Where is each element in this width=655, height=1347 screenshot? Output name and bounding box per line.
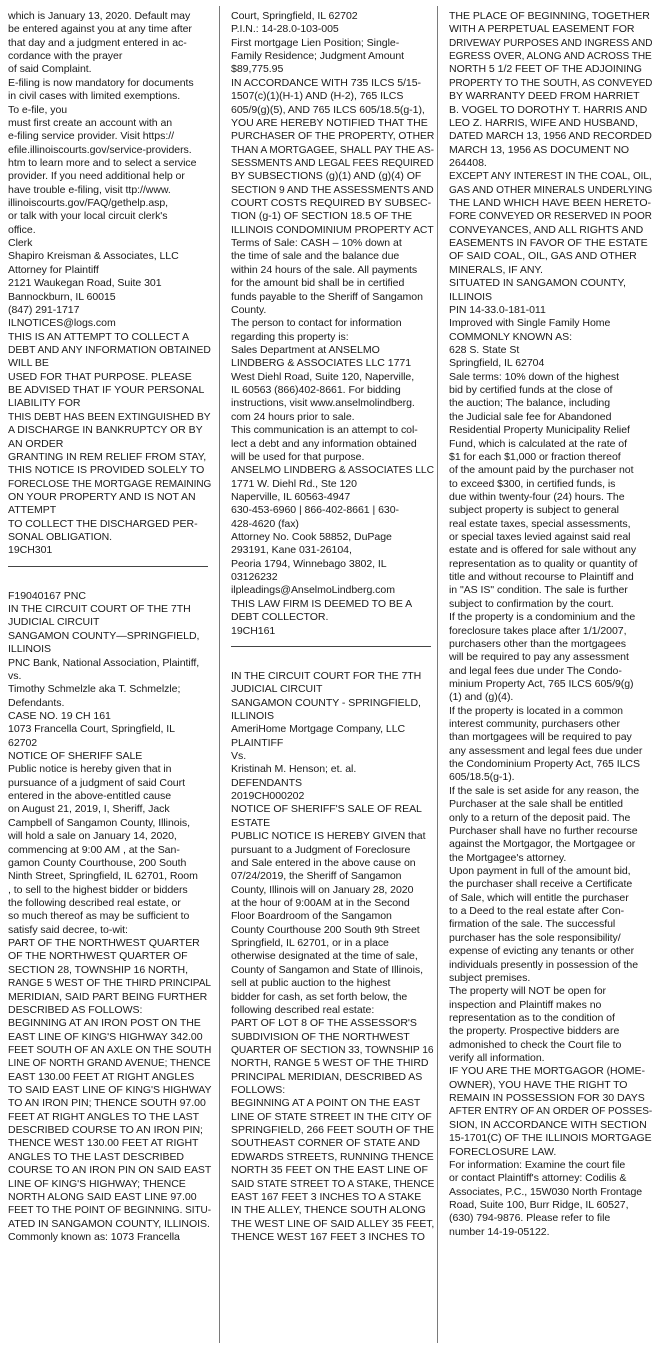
- notice-text-line: EAST LINE OF KING'S HIGHWAY 342.00: [8, 1030, 203, 1043]
- notice-text-line: 03126232: [231, 571, 278, 584]
- blank-line: [8, 577, 208, 590]
- notice-text-line: GRANTING IN REM RELIEF FROM STAY,: [8, 450, 207, 463]
- notice-text-line: JUDICIAL CIRCUIT: [8, 616, 100, 629]
- notice-text-line: ATTEMPT: [8, 504, 57, 517]
- notice-text-line: sell at public auction to the highest: [231, 977, 391, 990]
- notice-text-line: illinoiscourts.gov/FAQ/gethelp.asp,: [8, 197, 169, 210]
- notice-text-line: 19CH301: [8, 544, 53, 557]
- notice-text-line: Sales Department at ANSELMO: [231, 343, 380, 356]
- notice-text-line: on August 21, 2019, I, Sheriff, Jack: [8, 803, 170, 816]
- notice-text-line: This communication is an attempt to col-: [231, 424, 418, 437]
- notice-text-line: LEO Z. HARRIS, WIFE AND HUSBAND,: [449, 116, 638, 129]
- notice-text-line: Upon payment in full of the amount bid,: [449, 865, 631, 877]
- notice-text-line: will hold a sale on January 14, 2020,: [8, 830, 177, 843]
- notice-text-line: Shapiro Kreisman & Associates, LLC: [8, 250, 179, 263]
- notice-text-line: FORECLOSE THE MORTGAGE REMAINING: [8, 477, 212, 490]
- legal-notice-block: [8, 577, 212, 1245]
- notice-text-line: Peoria 1794, Winnebago 3802, IL: [231, 557, 387, 570]
- notice-text-line: THIS IS AN ATTEMPT TO COLLECT A: [8, 330, 189, 343]
- notice-text-line: Purchaser shall have no further recourse: [449, 824, 638, 837]
- notice-text-line: or talk with your local circuit clerk's: [8, 210, 168, 223]
- notice-text-line: Attorney No. Cook 58852, DuPage: [231, 531, 392, 544]
- notice-text-line: RANGE 5 WEST OF THE THIRD PRINCIPAL: [8, 977, 211, 990]
- notice-text-line: ILNOTICES@logs.com: [8, 317, 116, 330]
- notice-text-line: 2121 Waukegan Road, Suite 301: [8, 277, 162, 290]
- notice-text-line: THE LAND WHICH HAVE BEEN HERETO-: [449, 197, 651, 210]
- notice-text-line: minium Property Act, 765 ILCS 605/9(g): [449, 677, 634, 690]
- notice-text-line: of the amount paid by the purchaser not: [449, 464, 634, 477]
- notice-text-line: in "AS IS" condition. The sale is further: [449, 584, 628, 597]
- notice-text-line: DEBT AND ANY INFORMATION OBTAINED: [8, 343, 211, 356]
- notice-text-line: FORECLOSURE LAW.: [449, 1145, 557, 1158]
- notice-text-line: 62702: [8, 736, 38, 749]
- notice-text-line: Residential Property Municipality Relief: [449, 424, 630, 437]
- notice-text-line: entered in the above-entitled cause: [8, 790, 172, 803]
- notice-text-line: To e-file, you: [8, 103, 68, 116]
- notice-text-line: ANSELMO LINDBERG & ASSOCIATES LLC: [231, 464, 435, 477]
- notice-text-line: Floor Boardroom of the Sangamon: [231, 910, 392, 923]
- notice-text-line: The person to contact for information: [231, 317, 402, 330]
- notice-text-line: DATED MARCH 13, 1956 AND RECORDED: [449, 130, 652, 143]
- notice-text-line: Associates, P.C., 15W030 North Frontage: [449, 1185, 643, 1198]
- notice-text-line: number 14-19-05122.: [449, 1225, 550, 1238]
- notice-text-line: Clerk: [8, 237, 33, 250]
- notice-text-line: Terms of Sale: CASH – 10% down at: [231, 237, 402, 250]
- notice-text-line: F19040167 PNC: [8, 589, 86, 602]
- notice-text-line: BEGINNING AT AN IRON POST ON THE: [8, 1017, 201, 1030]
- notice-text-line: THENCE WEST 130.00 FEET AT RIGHT: [8, 1137, 199, 1150]
- notice-text-line: Naperville, IL 60563-4947: [231, 490, 351, 503]
- notice-text-line: LINE OF STATE STREET IN THE CITY OF: [231, 1110, 432, 1123]
- notice-text-line: 428-4620 (fax): [231, 517, 299, 530]
- notice-separator-rule: [8, 566, 208, 567]
- notice-text-line: BY WARRANTY DEED FROM HARRIET: [449, 90, 640, 103]
- notice-text-line: 15-1701(C) OF THE ILLINOIS MORTGAGE: [449, 1132, 652, 1145]
- notice-text-line: NORTH ALONG SAID EAST LINE 97.00: [8, 1190, 197, 1203]
- notice-text-line: purchasers other than the mortgagees: [449, 637, 627, 650]
- notice-text-line: PROPERTY TO THE SOUTH, AS CONVEYED: [449, 76, 653, 89]
- notice-text-line: E-filing is now mandatory for documents: [8, 76, 194, 89]
- notice-text-line: ON YOUR PROPERTY AND IS NOT AN: [8, 490, 196, 503]
- notice-text-line: or special taxes levied against said real: [449, 531, 631, 544]
- notice-text-line: COURSE TO AN IRON PIN ON SAID EAST: [8, 1164, 212, 1177]
- notice-text-line: which is January 13, 2020. Default may: [8, 10, 191, 22]
- notice-text-line: purchaser has the sole responsibility/: [449, 931, 621, 944]
- notice-text-line: First mortgage Lien Position; Single-: [231, 36, 400, 49]
- notice-text-line: QUARTER OF SECTION 33, TOWNSHIP 16: [231, 1043, 434, 1056]
- notice-text-line: 19CH161: [231, 624, 276, 637]
- notice-text-line: PLAINTIFF: [231, 736, 284, 749]
- column-divider-2: [437, 6, 438, 1343]
- notice-text-line: ANGLES TO THE LAST DESCRIBED: [8, 1150, 185, 1163]
- notice-text-line: WILL BE: [8, 357, 49, 370]
- notice-text-line: SANGAMON COUNTY—SPRINGFIELD,: [8, 629, 200, 642]
- notice-text-line: bidder for cash, as set forth below, the: [231, 990, 408, 1003]
- notice-text-line: MARCH 13, 1956 AS DOCUMENT NO: [449, 143, 630, 156]
- notice-text-line: TION (g-1) OF SECTION 18.5 OF THE: [231, 210, 412, 223]
- notice-text-line: THE PLACE OF BEGINNING, TOGETHER: [449, 10, 650, 22]
- column-2: [231, 10, 435, 1244]
- notice-text-line: the time of sale and the balance due: [231, 250, 400, 263]
- notice-text-line: or contact Plaintiff's attorney: Codilis &: [449, 1172, 627, 1185]
- notice-text-line: THIS NOTICE IS PROVIDED SOLELY TO: [8, 464, 205, 477]
- notice-text-line: REMAIN IN POSSESSION FOR 30 DAYS: [449, 1092, 645, 1105]
- notice-text-line: SECTION 28, TOWNSHIP 16 NORTH,: [8, 963, 188, 976]
- notice-text-line: Road, Suite 100, Burr Ridge, IL 60527,: [449, 1198, 629, 1211]
- notice-text-line: subject premises.: [449, 971, 531, 984]
- notice-text-line: THE WEST LINE OF SAID ALLEY 35 FEET,: [231, 1217, 435, 1230]
- notice-text-line: $1 for each $1,000 or fraction thereof: [449, 450, 621, 463]
- notice-text-line: ATED IN SANGAMON COUNTY, ILLINOIS.: [8, 1217, 210, 1230]
- notice-text-line: at the hour of 9:00AM at in the Second: [231, 897, 410, 909]
- notice-text-line: the purchaser shall receive a Certificate: [449, 878, 633, 891]
- notice-text-line: SESSMENTS AND LEGAL FEES REQUIRED: [231, 156, 434, 169]
- notice-text-line: estate and is offered for sale without any: [449, 544, 637, 557]
- notice-text-line: representation as to the condition of: [449, 1011, 615, 1024]
- notice-text-line: com 24 hours prior to sale.: [231, 410, 355, 423]
- notice-text-line: SONAL OBLIGATION.: [8, 531, 113, 544]
- notice-text-line: SANGAMON COUNTY - SPRINGFIELD,: [231, 696, 421, 709]
- column-3: [449, 10, 653, 1239]
- notice-text-line: FEET TO THE POINT OF BEGINNING. SITU-: [8, 1204, 212, 1217]
- notice-text-line: cordance with the prayer: [8, 50, 123, 63]
- notice-text-line: 605/9(g)(5), AND 765 ILCS 605/18.5(g-1),: [231, 103, 425, 116]
- notice-text-line: of Sale, which will entitle the purchaser: [449, 891, 629, 904]
- notice-text-line: LINE OF NORTH GRAND AVENUE; THENCE: [8, 1057, 211, 1070]
- notice-text-line: Vs.: [231, 750, 247, 763]
- notice-text-line: 1507(c)(1)(H-1) AND (H-2), 765 ILCS: [231, 90, 404, 103]
- notice-text-line: BEGINNING AT A POINT ON THE EAST: [231, 1097, 421, 1110]
- notice-text-line: ESTATE: [231, 816, 271, 829]
- notice-text-line: OF THE NORTHWEST QUARTER OF: [8, 950, 188, 963]
- notice-text-line: USED FOR THAT PURPOSE. PLEASE: [8, 370, 192, 383]
- notice-text-line: within 24 hours of the sale. All payments: [231, 263, 418, 276]
- notice-text-line: NOTICE OF SHERIFF'S SALE OF REAL: [231, 803, 422, 816]
- legal-notice-block: [8, 10, 212, 558]
- notice-text-line: Kristinah M. Henson; et. al.: [231, 763, 357, 776]
- notice-text-line: P.I.N.: 14-28.0-103-005: [231, 23, 339, 36]
- column-1: [8, 10, 212, 1244]
- column-divider-1: [219, 6, 220, 1343]
- notice-text-line: LINE OF KING'S HIGHWAY; THENCE: [8, 1177, 186, 1190]
- notice-text-line: for the amount bid shall be in certified: [231, 277, 405, 290]
- notice-text-line: CASE NO. 19 CH 161: [8, 709, 111, 722]
- notice-text-line: WITH A PERPETUAL EASEMENT FOR: [449, 23, 635, 36]
- notice-text-line: 1073 Francella Court, Springfield, IL: [8, 723, 175, 736]
- notice-text-line: IL 60563 (866)402-8661. For bidding: [231, 384, 401, 397]
- notice-text-line: subject to confirmation by the court.: [449, 597, 614, 610]
- notice-text-line: and legal fees due under The Condo-: [449, 664, 622, 677]
- notice-text-line: firmation of the sale. The successful: [449, 918, 616, 931]
- notice-text-line: The property will NOT be open for: [449, 985, 607, 998]
- notice-text-line: EXCEPT ANY INTEREST IN THE COAL, OIL,: [449, 170, 652, 183]
- notice-text-line: AmeriHome Mortgage Company, LLC: [231, 723, 406, 736]
- legal-notice-block: [231, 10, 435, 638]
- notice-text-line: 293191, Kane 031-26104,: [231, 544, 352, 557]
- notice-text-line: commencing at 9:00 AM , at the San-: [8, 843, 180, 856]
- notice-text-line: A DISCHARGE IN BANKRUPTCY OR BY: [8, 424, 203, 437]
- notice-text-line: Timothy Schmelzle aka T. Schmelzle;: [8, 683, 181, 696]
- notice-text-line: that day and a judgment entered in ac-: [8, 36, 187, 49]
- notice-text-line: DESCRIBED AS FOLLOWS:: [8, 1003, 143, 1016]
- notice-text-line: pursuance of a judgment of said Court: [8, 776, 185, 789]
- notice-text-line: BE ADVISED THAT IF YOUR PERSONAL: [8, 384, 205, 397]
- notice-text-line: 07/24/2019, the Sheriff of Sangamon: [231, 870, 402, 883]
- notice-text-line: THAN A MORTGAGEE, SHALL PAY THE AS-: [231, 143, 434, 156]
- notice-text-line: SITUATED IN SANGAMON COUNTY,: [449, 277, 626, 290]
- notice-text-line: title and without recourse to Plaintiff and: [449, 571, 634, 584]
- blank-line: [231, 657, 431, 670]
- legal-notice-block: [449, 10, 653, 1239]
- notice-text-line: LIABILITY FOR: [8, 397, 81, 410]
- notice-text-line: (1) and (g)(4).: [449, 691, 514, 704]
- notice-text-line: , to sell to the highest bidder or bidders: [8, 883, 188, 896]
- notice-text-line: GAS AND OTHER MINERALS UNDERLYING: [449, 183, 653, 196]
- notice-text-line: e-filing service provider. Visit https://: [8, 130, 174, 143]
- notice-text-line: OF SAID COAL, OIL, GAS AND OTHER: [449, 250, 637, 263]
- notice-text-line: provider. If you need additional help or: [8, 170, 185, 183]
- notice-text-line: IF YOU ARE THE MORTGAGOR (HOME-: [449, 1065, 645, 1078]
- notice-text-line: THIS DEBT HAS BEEN EXTINGUISHED BY: [8, 410, 211, 423]
- notice-text-line: AFTER ENTRY OF AN ORDER OF POSSES-: [449, 1105, 653, 1118]
- notice-text-line: subject property is subject to general: [449, 504, 619, 517]
- notice-text-line: Public notice is hereby given that in: [8, 763, 172, 776]
- notice-text-line: 264408.: [449, 156, 487, 169]
- notice-text-line: ILLINOIS: [231, 709, 274, 722]
- notice-text-line: Improved with Single Family Home: [449, 317, 611, 330]
- notice-text-line: FEET AT RIGHT ANGLES TO THE LAST: [8, 1110, 200, 1123]
- notice-text-line: SION, IN ACCORDANCE WITH SECTION: [449, 1118, 647, 1131]
- notice-text-line: individuals presently in possession of the: [449, 958, 639, 971]
- notice-text-line: the Judicial sale fee for Abandoned: [449, 410, 612, 423]
- notice-text-line: PRINCIPAL MERIDIAN, DESCRIBED AS: [231, 1070, 423, 1083]
- notice-text-line: the Mortgagee's attorney.: [449, 851, 567, 864]
- notice-text-line: foreclosure takes place after 1/1/2007,: [449, 624, 627, 637]
- notice-text-line: County.: [231, 303, 267, 316]
- notice-text-line: SOUTHEAST CORNER OF STATE AND: [231, 1137, 421, 1150]
- notice-text-line: (630) 794-9876. Please refer to file: [449, 1212, 611, 1225]
- notice-text-line: DEBT COLLECTOR.: [231, 611, 329, 624]
- notice-text-line: For information: Examine the court file: [449, 1158, 626, 1171]
- notice-text-line: FEET SOUTH OF AN AXLE ON THE SOUTH: [8, 1043, 212, 1056]
- notice-text-line: Campbell of Sangamon County, Illinois,: [8, 816, 190, 829]
- notice-text-line: following described real estate:: [231, 1003, 375, 1016]
- notice-text-line: have trouble e-filing, visit ttp://www.: [8, 183, 171, 196]
- notice-text-line: YOU ARE HEREBY NOTIFIED THAT THE: [231, 116, 428, 129]
- notice-text-line: SECTION 9 AND THE ASSESSMENTS AND: [231, 183, 434, 196]
- notice-text-line: will be used for that purpose.: [231, 450, 365, 463]
- notice-text-line: pursuant to a Judgment of Foreclosure: [231, 843, 411, 856]
- notice-text-line: to a Deed to the real estate after Con-: [449, 905, 625, 918]
- notice-text-line: DESCRIBED COURSE TO AN IRON PIN;: [8, 1124, 203, 1137]
- notice-text-line: in civil cases with limited exemptions.: [8, 90, 181, 103]
- notice-text-line: County of Sangamon and State of Illinois,: [231, 963, 424, 976]
- notice-text-line: COURT COSTS REQUIRED BY SUBSEC-: [231, 197, 432, 210]
- notice-text-line: If the property is located in a common: [449, 704, 623, 717]
- notice-text-line: Court, Springfield, IL 62702: [231, 10, 358, 22]
- legal-notice-block: [231, 657, 435, 1244]
- notice-text-line: Defendants.: [8, 696, 65, 709]
- notice-text-line: EAST 167 FEET 3 INCHES TO A STAKE: [231, 1190, 422, 1203]
- notice-text-line: THENCE WEST 167 FEET 3 INCHES TO: [231, 1230, 425, 1243]
- notice-text-line: ilpleadings@AnselmoLindberg.com: [231, 584, 395, 597]
- notice-text-line: BY SUBSECTIONS (g)(1) AND (g)(4) OF: [231, 170, 422, 183]
- notice-text-line: Family Residence; Judgment Amount: [231, 50, 405, 63]
- notice-text-line: IN THE CIRCUIT COURT FOR THE 7TH: [231, 669, 422, 682]
- notice-text-line: interest community, purchasers other: [449, 718, 620, 731]
- notice-text-line: verify all information.: [449, 1052, 545, 1065]
- notice-text-line: htm to learn more and to select a service: [8, 156, 197, 169]
- notice-text-line: SPRINGFIELD, 266 FEET SOUTH OF THE: [231, 1124, 435, 1137]
- notice-text-line: PUBLIC NOTICE IS HEREBY GIVEN that: [231, 830, 426, 843]
- notice-text-line: EGRESS OVER, ALONG AND ACROSS THE: [449, 50, 652, 63]
- notice-text-line: to exceed $300, in certified funds, is: [449, 477, 616, 490]
- notice-text-line: Attorney for Plaintiff: [8, 263, 99, 276]
- notice-text-line: If the property is a condominium and the: [449, 611, 636, 624]
- notice-text-line: of said Complaint.: [8, 63, 92, 76]
- notice-text-line: inspection and Plaintiff makes no: [449, 998, 602, 1011]
- notice-text-line: expense of evicting any tenants or other: [449, 945, 635, 958]
- notice-text-line: PNC Bank, National Association, Plaintiff,: [8, 656, 200, 669]
- notice-text-line: PART OF THE NORTHWEST QUARTER: [8, 937, 200, 950]
- notice-text-line: representation as to quality or quantity of: [449, 557, 638, 570]
- notice-text-line: 630-453-6960 | 866-402-8661 | 630-: [231, 504, 399, 517]
- notice-text-line: be entered against you at any time after: [8, 23, 192, 36]
- notice-text-line: so much thereof as may be sufficient to: [8, 910, 190, 923]
- notice-text-line: Commonly known as: 1073 Francella: [8, 1230, 180, 1243]
- notice-text-line: the auction; The balance, including: [449, 397, 611, 410]
- notice-text-line: admonished to check the Court file to: [449, 1038, 622, 1051]
- notice-text-line: THIS LAW FIRM IS DEEMED TO BE A: [231, 597, 413, 610]
- notice-text-line: Bannockburn, IL 60015: [8, 290, 116, 303]
- notice-separator-rule: [231, 646, 431, 647]
- notice-text-line: instructions, visit www.anselmolindberg.: [231, 397, 415, 410]
- notice-text-line: NORTH 5 1/2 FEET OF THE ADJOINING: [449, 63, 642, 76]
- notice-text-line: FORE CONVEYED OR RESERVED IN POOR: [449, 210, 652, 223]
- notice-text-line: B. VOGEL TO DOROTHY T. HARRIS AND: [449, 103, 648, 116]
- notice-text-line: AN ORDER: [8, 437, 64, 450]
- notice-text-line: 605/18.5(g-1).: [449, 771, 515, 784]
- notice-text-line: the following described real estate, or: [8, 897, 181, 909]
- notice-text-line: MERIDIAN, SAID PART BEING FURTHER: [8, 990, 208, 1003]
- notice-text-line: County, Illinois will on January 28, 2020: [231, 883, 414, 896]
- notice-text-line: satisfy said decree, to-wit:: [8, 923, 128, 936]
- notice-text-line: If the sale is set aside for any reason, the: [449, 784, 640, 797]
- notice-text-line: SUBDIVISION OF THE NORTHWEST: [231, 1030, 410, 1043]
- notice-text-line: COMMONLY KNOWN AS:: [449, 330, 572, 343]
- notice-text-line: OWNER), YOU HAVE THE RIGHT TO: [449, 1078, 628, 1091]
- notice-text-line: the Condominium Property Act, 765 ILCS: [449, 758, 640, 771]
- notice-text-line: any assessment and legal fees due under: [449, 744, 643, 757]
- notice-text-line: EASEMENTS IN FAVOR OF THE ESTATE: [449, 237, 648, 250]
- notice-text-line: CONVEYANCES, AND ALL RIGHTS AND: [449, 223, 644, 236]
- notice-text-line: (847) 291-1717: [8, 303, 80, 316]
- notice-text-line: DEFENDANTS: [231, 776, 302, 789]
- notice-text-line: DRIVEWAY PURPOSES AND INGRESS AND: [449, 36, 653, 49]
- notice-text-line: must first create an account with an: [8, 116, 173, 129]
- notice-text-line: MINERALS, IF ANY.: [449, 263, 543, 276]
- notice-text-line: due within twenty-four (24) hours. The: [449, 490, 625, 503]
- notice-text-line: NOTICE OF SHERIFF SALE: [8, 750, 143, 763]
- notice-text-line: 2019CH000202: [231, 790, 305, 803]
- notice-text-line: NORTH, RANGE 5 WEST OF THE THIRD: [231, 1057, 429, 1070]
- notice-text-line: funds payable to the Sheriff of Sangamon: [231, 290, 423, 303]
- notice-text-line: otherwise designated at the time of sale,: [231, 950, 418, 963]
- notice-text-line: IN THE ALLEY, THENCE SOUTH ALONG: [231, 1204, 426, 1217]
- notice-text-line: will be required to pay any assessment: [449, 651, 629, 664]
- notice-text-line: ILLINOIS: [8, 643, 51, 656]
- notice-text-line: County Courthouse 200 South 9th Street: [231, 923, 420, 936]
- notice-text-line: FOLLOWS:: [231, 1084, 286, 1097]
- notice-text-line: 628 S. State St: [449, 343, 520, 356]
- notice-text-line: the property. Prospective bidders are: [449, 1025, 620, 1038]
- notice-text-line: Springfield, IL 62701, or in a place: [231, 937, 389, 950]
- notice-text-line: regarding this property is:: [231, 330, 349, 343]
- notice-text-line: LINDBERG & ASSOCIATES LLC 1771: [231, 357, 412, 370]
- notice-text-line: EDWARDS STREETS, RUNNING THENCE: [231, 1150, 434, 1163]
- notice-text-line: Fund, which is calculated at the rate of: [449, 437, 627, 450]
- notice-text-line: PART OF LOT 8 OF THE ASSESSOR'S: [231, 1017, 417, 1030]
- notice-text-line: $89,775.95: [231, 63, 284, 76]
- notice-text-line: Springfield, IL 62704: [449, 357, 545, 370]
- notice-text-line: bid by certified funds at the close of: [449, 384, 613, 397]
- notice-text-line: Ninth Street, Springfield, IL 62701, Room: [8, 870, 198, 883]
- notice-text-line: TO SAID EAST LINE OF KING'S HIGHWAY: [8, 1084, 212, 1097]
- notice-text-line: West Diehl Road, Suite 120, Naperville,: [231, 370, 415, 383]
- notice-text-line: JUDICIAL CIRCUIT: [231, 683, 323, 696]
- notice-text-line: than mortgagees will be required to pay: [449, 731, 632, 744]
- notice-text-line: ILLINOIS CONDOMINIUM PROPERTY ACT: [231, 223, 434, 236]
- notice-text-line: efile.illinoiscourts.gov/service-providers.: [8, 143, 192, 156]
- notice-text-line: real estate taxes, special assessments,: [449, 517, 631, 530]
- notice-text-line: PIN 14-33.0-181-011: [449, 303, 546, 316]
- notice-text-line: IN ACCORDANCE WITH 735 ILCS 5/15-: [231, 76, 422, 89]
- notice-text-line: TO COLLECT THE DISCHARGED PER-: [8, 517, 198, 530]
- notice-text-line: office.: [8, 223, 36, 236]
- notice-text-line: and Sale entered in the above cause on: [231, 856, 416, 869]
- notice-text-line: gamon County Courthouse, 200 South: [8, 856, 187, 869]
- notice-text-line: TO AN IRON PIN; THENCE SOUTH 97.00: [8, 1097, 206, 1110]
- notice-text-line: SAID STATE STREET TO A STAKE, THENCE: [231, 1177, 435, 1190]
- notice-text-line: ILLINOIS: [449, 290, 492, 303]
- notice-text-line: vs.: [8, 669, 22, 682]
- notice-text-line: Sale terms: 10% down of the highest: [449, 370, 620, 383]
- notice-text-line: only to a return of the deposit paid. The: [449, 811, 631, 824]
- notice-text-line: lect a debt and any information obtained: [231, 437, 417, 450]
- notice-text-line: EAST 130.00 FEET AT RIGHT ANGLES: [8, 1070, 195, 1083]
- notice-text-line: NORTH 35 FEET ON THE EAST LINE OF: [231, 1164, 428, 1177]
- notice-text-line: against the Mortgagor, the Mortgagee or: [449, 838, 636, 851]
- notice-text-line: PURCHASER OF THE PROPERTY, OTHER: [231, 130, 435, 143]
- notice-text-line: 1771 W. Diehl Rd., Ste 120: [231, 477, 357, 490]
- notice-text-line: Purchaser at the sale shall be entitled: [449, 798, 623, 811]
- notice-text-line: IN THE CIRCUIT COURT OF THE 7TH: [8, 603, 191, 616]
